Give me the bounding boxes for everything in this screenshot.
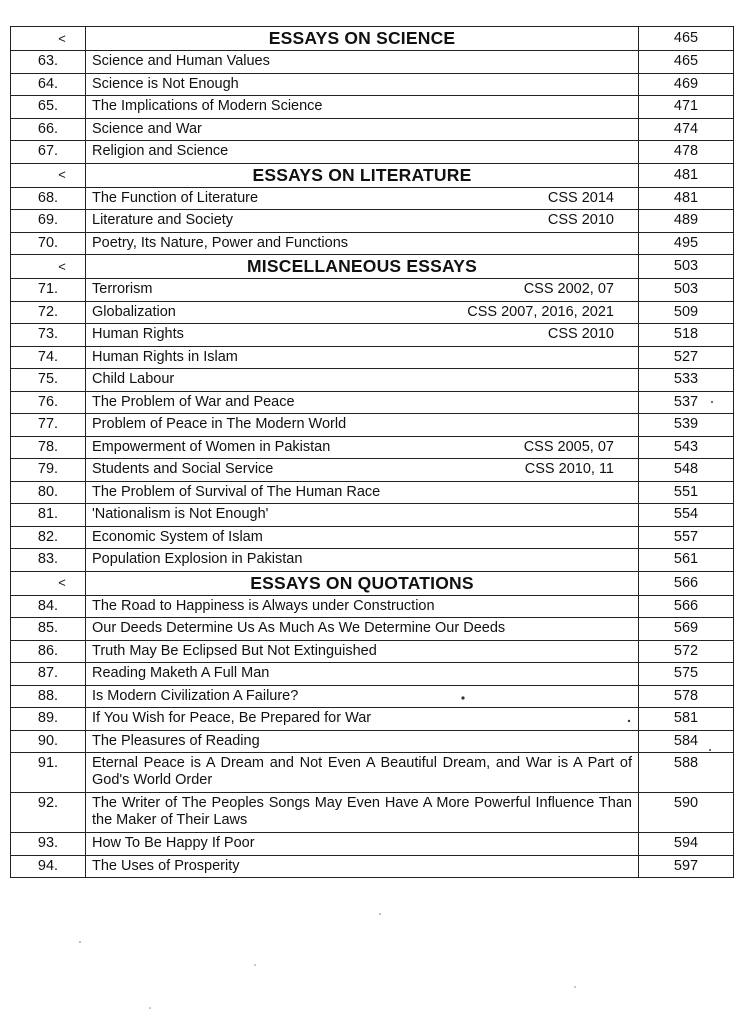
entry-page: 527 [639,346,734,369]
entry-title-cell [86,73,639,96]
section-page: 503 [639,255,734,279]
entry-title: Science and War [92,120,202,137]
entry-title-cell [86,833,639,856]
entry-title: Population Explosion in Pakistan [92,551,303,568]
entry-title: Poetry, Its Nature, Power and Functions [92,234,349,251]
entry-number: 71. [11,279,86,302]
entry-title-cell [86,481,639,504]
section-marker: < [58,258,66,274]
section-page: 566 [639,571,734,595]
entry-title-wrap [92,190,632,207]
entry-number: 94. [11,855,86,878]
entry-row [11,414,734,437]
entry-title: Economic System of Islam [92,528,263,545]
entry-row [11,436,734,459]
entry-row [11,753,734,793]
section-marker-cell [11,571,86,595]
entry-page: 533 [639,369,734,392]
entry-title-cell [86,685,639,708]
entry-number: 76. [11,391,86,414]
entry-number: 70. [11,232,86,255]
entry-title-cell [86,51,639,74]
entry-row [11,549,734,572]
entry-number: 82. [11,526,86,549]
entry-number: 69. [11,210,86,233]
entry-title: The Problem of War and Peace [92,393,295,410]
entry-page: 575 [639,663,734,686]
entry-page: 572 [639,640,734,663]
section-header-row [11,163,734,187]
entry-page: 590 [639,793,734,833]
entry-title-wrap [92,281,632,298]
section-marker-cell [11,163,86,187]
entry-page: 539 [639,414,734,437]
entry-row [11,618,734,641]
entry-row [11,481,734,504]
entry-title: Truth May Be Eclipsed But Not Extinguished [92,642,377,659]
entry-row [11,301,734,324]
entry-exam-note: CSS 2005, 07 [523,438,614,455]
entry-title-cell [86,436,639,459]
entry-row [11,73,734,96]
entry-title-wrap [92,461,632,478]
entry-page: 584 [639,730,734,753]
entry-page: 478 [639,141,734,164]
entry-exam-note: CSS 2002, 07 [523,281,614,298]
entry-row [11,663,734,686]
entry-page: 495 [639,232,734,255]
entry-title-cell [86,618,639,641]
entry-title: Science is Not Enough [92,75,239,92]
entry-page: 489 [639,210,734,233]
entry-number: 65. [11,96,86,119]
entry-title-cell [86,210,639,233]
entry-number: 81. [11,504,86,527]
entry-number: 85. [11,618,86,641]
entry-number: 63. [11,51,86,74]
entry-title: Terrorism [92,281,153,298]
entry-title-cell [86,753,639,793]
entry-title-cell [86,504,639,527]
entry-page: 551 [639,481,734,504]
entry-title-wrap [92,304,632,321]
entry-row [11,96,734,119]
entry-number: 88. [11,685,86,708]
entry-title: The Writer of The Peoples Songs May Even Have A More Powerful Influence Than the Maker of Their Laws [92,795,632,828]
entry-title-cell [86,187,639,210]
section-header-row [11,27,734,51]
section-page: 481 [639,163,734,187]
entry-title-cell [86,595,639,618]
section-header-row [11,255,734,279]
entry-page: 471 [639,96,734,119]
section-marker: < [58,575,66,590]
entry-page: 597 [639,855,734,878]
entry-row [11,210,734,233]
section-marker: < [58,167,66,182]
entry-number: 87. [11,663,86,686]
entry-row [11,459,734,482]
entry-title-cell [86,526,639,549]
entry-number: 64. [11,73,86,96]
entry-title-cell [86,301,639,324]
entry-title-cell [86,414,639,437]
entry-number: 84. [11,595,86,618]
entry-page: 543 [639,436,734,459]
entry-title: If You Wish for Peace, Be Prepared for War [92,710,372,727]
entry-number: 92. [11,793,86,833]
entry-page: 469 [639,73,734,96]
entry-number: 93. [11,833,86,856]
entry-number: 74. [11,346,86,369]
entry-page: 594 [639,833,734,856]
entry-exam-note: CSS 2010, 11 [524,461,614,478]
entry-title-cell [86,708,639,731]
entry-title-cell [86,391,639,414]
entry-page: 503 [639,279,734,302]
entry-title: How To Be Happy If Poor [92,835,255,852]
entry-title: Globalization [92,303,176,320]
entry-number: 73. [11,324,86,347]
entry-title-wrap [92,439,632,456]
entry-title: Literature and Society [92,212,234,229]
entry-page: 548 [639,459,734,482]
entry-row [11,595,734,618]
section-title: MISCELLANEOUS ESSAYS [86,255,639,279]
section-page: 465 [639,27,734,51]
entry-row [11,369,734,392]
entry-row [11,141,734,164]
entry-row [11,526,734,549]
entry-title: The Function of Literature [92,189,259,206]
entry-number: 91. [11,753,86,793]
entry-row [11,793,734,833]
entry-page: 581 [639,708,734,731]
entry-title-cell [86,369,639,392]
entry-row [11,324,734,347]
entry-row [11,232,734,255]
entry-title: Is Modern Civilization A Failure? [92,687,299,704]
entry-number: 77. [11,414,86,437]
entry-title-cell [86,793,639,833]
entry-row [11,685,734,708]
entry-row [11,187,734,210]
entry-title: The Pleasures of Reading [92,732,260,749]
entry-row [11,708,734,731]
section-marker: < [58,30,66,46]
entry-number: 67. [11,141,86,164]
entry-row [11,730,734,753]
section-header-row [11,571,734,595]
entry-row [11,640,734,663]
entry-row [11,833,734,856]
entry-number: 68. [11,187,86,210]
entry-page: 561 [639,549,734,572]
entry-number: 79. [11,459,86,482]
entry-title: The Problem of Survival of The Human Race [92,483,381,500]
entry-title-cell [86,346,639,369]
entry-title-cell [86,324,639,347]
entry-title: Our Deeds Determine Us As Much As We Determine Our Deeds [92,620,506,637]
entry-title: Religion and Science [92,143,229,160]
entry-number: 83. [11,549,86,572]
entry-row [11,51,734,74]
entry-title-cell [86,855,639,878]
entry-number: 80. [11,481,86,504]
entry-exam-note: CSS 2014 [547,189,614,206]
entry-row [11,346,734,369]
entry-page: 509 [639,301,734,324]
entry-title-cell [86,663,639,686]
entry-exam-note: CSS 2010 [547,326,614,343]
entry-title: Eternal Peace is A Dream and Not Even A Beautiful Dream, and War is A Part of God's World Order [92,755,632,788]
entry-page: 481 [639,187,734,210]
entry-title-cell [86,96,639,119]
entry-number: 78. [11,436,86,459]
entry-number: 86. [11,640,86,663]
entry-title: Science and Human Values [92,53,270,70]
entry-row [11,391,734,414]
entry-number: 72. [11,301,86,324]
entry-title: Reading Maketh A Full Man [92,665,270,682]
section-marker-cell [11,27,86,51]
entry-row [11,855,734,878]
entry-title: Human Rights [92,326,184,343]
entry-page: 465 [639,51,734,74]
entry-title: The Road to Happiness is Always under Construction [92,597,435,614]
entry-page: 588 [639,753,734,793]
entry-number: 90. [11,730,86,753]
entry-title-cell [86,640,639,663]
entry-title-cell [86,549,639,572]
entry-number: 89. [11,708,86,731]
section-title: ESSAYS ON LITERATURE [86,163,639,187]
entry-row [11,504,734,527]
entry-exam-note: CSS 2007, 2016, 2021 [467,303,614,320]
entry-title-cell [86,459,639,482]
section-title: ESSAYS ON QUOTATIONS [86,571,639,595]
entry-title-cell [86,279,639,302]
entry-title: The Implications of Modern Science [92,98,323,115]
entry-title-cell [86,141,639,164]
entry-page: 518 [639,324,734,347]
entry-title-wrap [92,212,632,229]
entry-title: Problem of Peace in The Modern World [92,416,347,433]
entry-title-cell [86,118,639,141]
entry-title: Human Rights in Islam [92,348,238,365]
entry-title: The Uses of Prosperity [92,857,240,874]
entry-page: 566 [639,595,734,618]
section-marker-cell [11,255,86,279]
entry-exam-note: CSS 2010 [547,212,614,229]
entry-page: 557 [639,526,734,549]
entry-row [11,279,734,302]
contents-table [10,26,734,878]
entry-row [11,118,734,141]
entry-page: 578 [639,685,734,708]
section-title: ESSAYS ON SCIENCE [86,27,639,51]
entry-title-cell [86,232,639,255]
entry-title: 'Nationalism is Not Enough' [92,506,269,523]
entry-number: 75. [11,369,86,392]
entry-page: 569 [639,618,734,641]
contents-table-body [11,27,734,878]
entry-number: 66. [11,118,86,141]
entry-page: 554 [639,504,734,527]
entry-page: 474 [639,118,734,141]
entry-title-cell [86,730,639,753]
entry-title: Students and Social Service [92,461,274,478]
entry-title: Child Labour [92,371,175,388]
entry-title-wrap [92,326,632,343]
entry-page: 537 [639,391,734,414]
entry-title: Empowerment of Women in Pakistan [92,438,331,455]
